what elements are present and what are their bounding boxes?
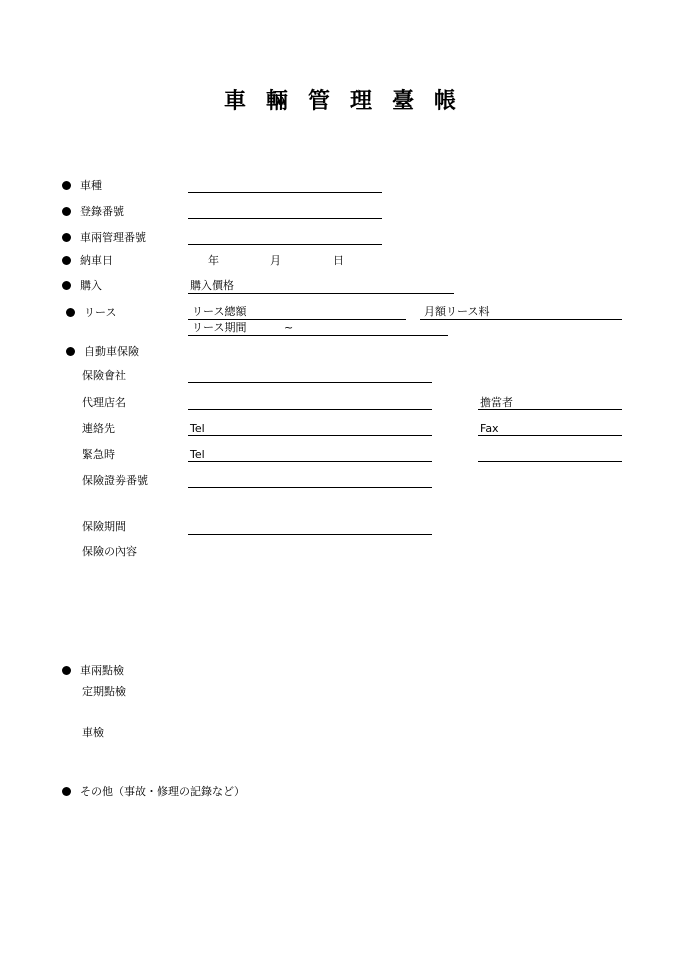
bullet-icon	[62, 181, 71, 190]
delivery-date-label: 納車日	[80, 254, 113, 267]
car-type-line[interactable]	[188, 192, 382, 193]
title-char: 臺	[392, 88, 415, 114]
page-title	[0, 84, 680, 115]
lease-period-label: リース期間	[192, 321, 247, 334]
contact-tel-label: Tel	[190, 422, 205, 435]
periodic-inspection-label: 定期點檢	[82, 685, 126, 698]
purchase-price-label: 購入價格	[190, 279, 234, 292]
title-char: 理	[350, 88, 373, 114]
title-char: 車	[223, 88, 246, 114]
title-char: 管	[307, 88, 330, 114]
emergency-extra-line[interactable]	[478, 461, 622, 462]
emergency-label: 緊急時	[82, 448, 115, 461]
lease-total-line[interactable]	[188, 319, 406, 320]
insurance-label: 自動車保險	[84, 345, 139, 358]
bullet-icon	[66, 347, 75, 356]
registration-number-line[interactable]	[188, 218, 382, 219]
person-in-charge-line[interactable]	[478, 409, 622, 410]
lease-label: リース	[84, 306, 117, 319]
monthly-lease-fee-label: 月額リース料	[424, 305, 490, 318]
agency-name-label: 代理店名	[82, 396, 126, 409]
insurance-content-label: 保險の內容	[82, 545, 137, 558]
date-month-label: 月	[270, 254, 281, 267]
other-label: その他（事故・修理の記錄など）	[80, 785, 245, 798]
vehicle-mgmt-number-label: 車兩管理番號	[80, 231, 146, 244]
bullet-icon	[62, 207, 71, 216]
title-char: 輛	[265, 88, 288, 114]
title-char: 帳	[434, 88, 457, 114]
vehicle-mgmt-number-line[interactable]	[188, 244, 382, 245]
insurance-period-line[interactable]	[188, 534, 432, 535]
registration-number-label: 登錄番號	[80, 205, 124, 218]
lease-period-line[interactable]	[188, 335, 448, 336]
insurance-company-label: 保險會社	[82, 369, 126, 382]
inspection-label: 車兩點檢	[80, 664, 124, 677]
bullet-icon	[62, 787, 71, 796]
policy-number-label: 保險證劵番號	[82, 474, 148, 487]
lease-total-label: リース總額	[192, 305, 247, 318]
emergency-tel-line[interactable]	[188, 461, 432, 462]
bullet-icon	[62, 281, 71, 290]
date-year-label: 年	[208, 254, 219, 267]
contact-label: 連絡先	[82, 422, 115, 435]
date-day-label: 日	[333, 254, 344, 267]
emergency-tel-label: Tel	[190, 448, 205, 461]
car-type-label: 車種	[80, 179, 102, 192]
person-in-charge-label: 擔當者	[480, 396, 513, 409]
contact-tel-line[interactable]	[188, 435, 432, 436]
agency-name-line[interactable]	[188, 409, 432, 410]
shaken-label: 車檢	[82, 726, 104, 739]
bullet-icon	[62, 666, 71, 675]
purchase-price-line[interactable]	[188, 293, 454, 294]
bullet-icon	[62, 256, 71, 265]
monthly-lease-fee-line[interactable]	[420, 319, 622, 320]
contact-fax-line[interactable]	[478, 435, 622, 436]
lease-period-separator: ~	[284, 321, 294, 334]
policy-number-line[interactable]	[188, 487, 432, 488]
bullet-icon	[62, 233, 71, 242]
insurance-period-label: 保險期間	[82, 520, 126, 533]
purchase-label: 購入	[80, 279, 102, 292]
bullet-icon	[66, 308, 75, 317]
contact-fax-label: Fax	[480, 422, 499, 435]
insurance-company-line[interactable]	[188, 382, 432, 383]
